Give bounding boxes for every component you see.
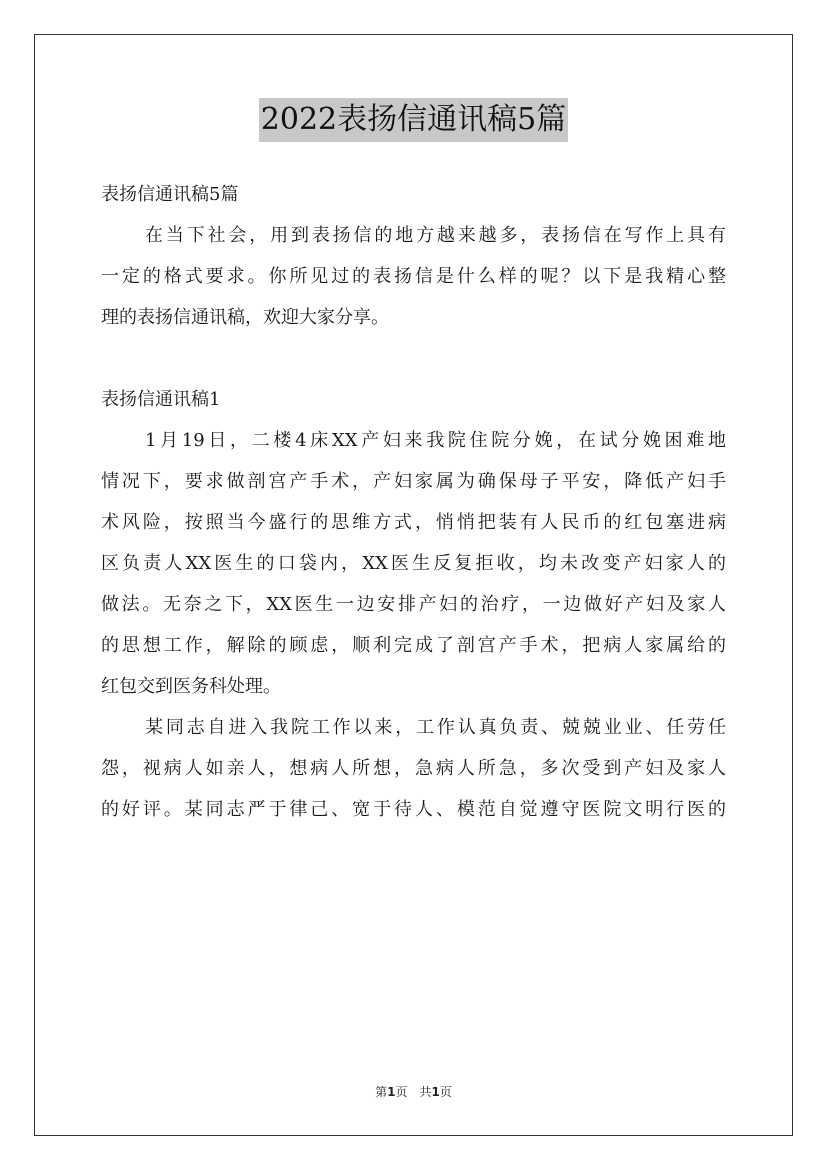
paragraph-line: 术风险，按照当今盛行的思维方式，悄悄把装有人民币的红包塞进病 xyxy=(101,512,726,533)
footer-mid: 页 共 xyxy=(395,1085,432,1099)
footer-page-number: 1 xyxy=(387,1085,396,1099)
document-body xyxy=(101,174,726,830)
footer-suffix: 页 xyxy=(439,1085,452,1099)
footer-prefix: 第 xyxy=(375,1085,388,1099)
intro-line: 一定的格式要求。你所见过的表扬信是什么样的呢？以下是我精心整 xyxy=(101,266,726,287)
paragraph-line: 的思想工作，解除的顾虑，顺利完成了剖宫产手术，把病人家属给的 xyxy=(101,635,726,656)
blank-line xyxy=(101,338,726,379)
paragraph-line: 做法。无奈之下，XX医生一边安排产妇的治疗，一边做好产妇及家人 xyxy=(101,594,726,615)
paragraph-line: 情况下，要求做剖宫产手术，产妇家属为确保母子平安，降低产妇手 xyxy=(101,471,726,492)
paragraph-line: 某同志自进入我院工作以来，工作认真负责、兢兢业业、任劳任 xyxy=(145,717,726,738)
intro-line: 在当下社会，用到表扬信的地方越来越多，表扬信在写作上具有 xyxy=(145,225,726,246)
paragraph-line: 红包交到医务科处理。 xyxy=(101,676,281,697)
title-container xyxy=(0,98,827,142)
paragraph-line: 的好评。某同志严于律己、宽于待人、模范自觉遵守医院文明行医的 xyxy=(101,799,726,820)
paragraph-line: 区负责人XX医生的口袋内，XX医生反复拒收，均未改变产妇家人的 xyxy=(101,553,726,574)
page-footer xyxy=(0,1083,827,1100)
document-title: 2022表扬信通讯稿5篇 xyxy=(259,98,568,142)
footer-total-pages: 1 xyxy=(431,1085,440,1099)
paragraph-line: 1月19日，二楼4床XX产妇来我院住院分娩，在试分娩困难地 xyxy=(145,430,726,451)
subtitle: 表扬信通讯稿5篇 xyxy=(101,184,239,205)
section-heading: 表扬信通讯稿1 xyxy=(101,389,221,410)
intro-line: 理的表扬信通讯稿，欢迎大家分享。 xyxy=(101,307,389,328)
paragraph-line: 怨，视病人如亲人，想病人所想，急病人所急，多次受到产妇及家人 xyxy=(101,758,726,779)
